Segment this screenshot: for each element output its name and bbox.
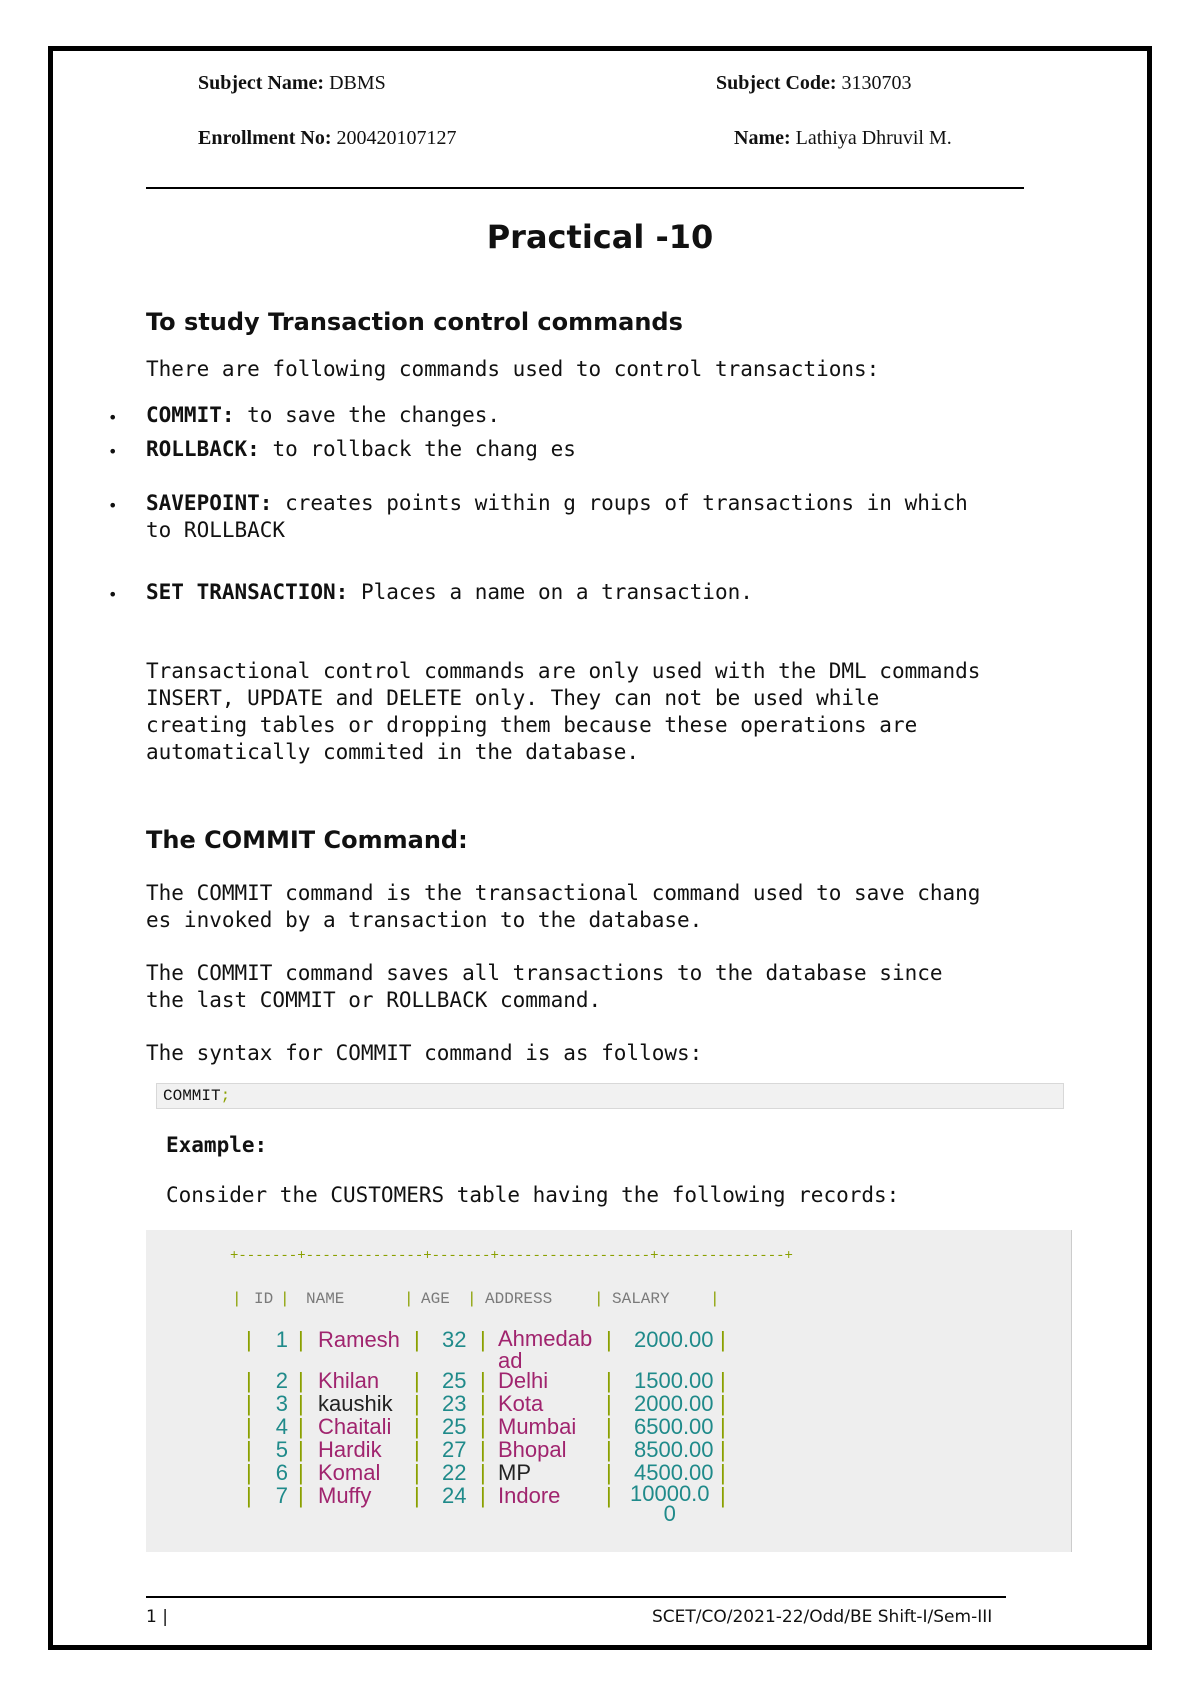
cell-name: Khilan	[318, 1368, 380, 1393]
cell-address: Indore	[498, 1483, 561, 1508]
row-bar: |	[246, 1437, 252, 1462]
row-bar: |	[246, 1414, 252, 1439]
row-bar: |	[606, 1391, 612, 1416]
example-label: Example:	[166, 1133, 268, 1157]
row-bar: |	[246, 1483, 252, 1508]
cell-age: 23	[442, 1391, 467, 1416]
bullet-savepoint: SAVEPOINT: creates points within g roups of transactions in which to ROLLBACK	[146, 491, 968, 542]
cell-id: 5	[275, 1437, 288, 1462]
row-bar: |	[298, 1368, 304, 1393]
cell-salary: 10000.0 0	[630, 1481, 710, 1526]
subject-name: Subject Name: DBMS	[198, 72, 386, 94]
row-bar: |	[720, 1391, 726, 1416]
cell-id: 6	[275, 1460, 288, 1485]
student-name: Name: Lathiya Dhruvil M.	[734, 127, 952, 149]
commit-paragraph-2: The COMMIT command saves all transactions to the database since the last COMMIT or ROLLBACK command.	[146, 961, 943, 1012]
cell-name: Hardik	[318, 1437, 382, 1462]
cell-name: Komal	[318, 1460, 381, 1485]
header-sep: |	[280, 1290, 290, 1308]
row-bar: |	[480, 1437, 486, 1462]
cell-address: Delhi	[498, 1368, 549, 1393]
cell-name: kaushik	[318, 1391, 393, 1416]
row-bar: |	[480, 1327, 486, 1352]
cell-name: Muffy	[318, 1483, 372, 1508]
row-bar: |	[720, 1368, 726, 1393]
cell-name: Chaitali	[318, 1414, 392, 1439]
section-heading-commit: The COMMIT Command:	[146, 826, 468, 854]
header-sep: |	[404, 1290, 414, 1308]
row-bar: |	[414, 1327, 420, 1352]
cell-id: 3	[275, 1391, 288, 1416]
row-bar: |	[606, 1368, 612, 1393]
bullet-set-transaction: SET TRANSACTION: Places a name on a transaction.	[146, 580, 753, 604]
cell-age: 27	[442, 1437, 467, 1462]
cell-salary: 1500.00	[634, 1368, 714, 1393]
row-bar: |	[480, 1483, 486, 1508]
row-bar: |	[480, 1391, 486, 1416]
page-number: 1 |	[146, 1607, 168, 1627]
header-name: NAME	[306, 1290, 345, 1308]
page-title: Practical -10	[486, 218, 714, 256]
row-bar: |	[298, 1437, 304, 1462]
table-border-line: +-------+--------------+-------+------------------+---------------+	[230, 1248, 793, 1264]
cell-age: 32	[442, 1327, 467, 1352]
example-text: Consider the CUSTOMERS table having the following records:	[166, 1183, 900, 1207]
header-sep: |	[710, 1290, 720, 1308]
header-id: ID	[254, 1290, 274, 1308]
cell-name: Ramesh	[318, 1327, 400, 1352]
row-bar: |	[246, 1460, 252, 1485]
cell-salary: 6500.00	[634, 1414, 714, 1439]
row-bar: |	[298, 1391, 304, 1416]
row-bar: |	[246, 1391, 252, 1416]
enrollment-no: Enrollment No: 200420107127	[198, 127, 457, 149]
cell-address: Mumbai	[498, 1414, 577, 1439]
row-bar: |	[606, 1437, 612, 1462]
row-bar: |	[606, 1460, 612, 1485]
cell-salary: 2000.00	[634, 1391, 714, 1416]
row-bar: |	[298, 1327, 304, 1352]
header-address: ADDRESS	[485, 1290, 553, 1308]
cell-salary: 4500.00	[634, 1460, 714, 1485]
cell-age: 25	[442, 1414, 467, 1439]
cell-address: Kota	[498, 1391, 544, 1416]
row-bar: |	[298, 1483, 304, 1508]
row-bar: |	[246, 1368, 252, 1393]
row-bar: |	[606, 1483, 612, 1508]
row-bar: |	[720, 1460, 726, 1485]
bullet-commit: COMMIT: to save the changes.	[146, 403, 501, 427]
cell-age: 24	[442, 1483, 467, 1508]
row-bar: |	[414, 1483, 420, 1508]
row-bar: |	[480, 1368, 486, 1393]
bullet-rollback: ROLLBACK: to rollback the chang es	[146, 437, 576, 461]
row-bar: |	[720, 1414, 726, 1439]
header-salary: SALARY	[612, 1290, 670, 1308]
bullet-icon: •	[108, 585, 118, 604]
row-bar: |	[414, 1437, 420, 1462]
header-sep: |	[594, 1290, 604, 1308]
row-bar: |	[414, 1460, 420, 1485]
cell-address: Bhopal	[498, 1437, 567, 1462]
cell-id: 1	[275, 1327, 288, 1352]
header-rule	[146, 187, 1024, 189]
cell-salary: 8500.00	[634, 1437, 714, 1462]
row-bar: |	[414, 1391, 420, 1416]
row-bar: |	[720, 1437, 726, 1462]
intro-text: There are following commands used to control transactions:	[146, 357, 880, 381]
cell-id: 7	[275, 1483, 288, 1508]
header-sep: |	[467, 1290, 477, 1308]
row-bar: |	[480, 1460, 486, 1485]
course-info: SCET/CO/2021-22/Odd/BE Shift-I/Sem-III	[652, 1607, 993, 1627]
header-age: AGE	[421, 1290, 450, 1308]
cell-salary: 2000.00	[634, 1327, 714, 1352]
table-header-row: |	[232, 1290, 242, 1308]
footer-rule	[146, 1596, 1006, 1598]
row-bar: |	[414, 1414, 420, 1439]
cell-age: 25	[442, 1368, 467, 1393]
subject-code: Subject Code: 3130703	[716, 72, 912, 94]
row-bar: |	[720, 1483, 726, 1508]
row-bar: |	[298, 1414, 304, 1439]
commit-syntax-intro: The syntax for COMMIT command is as follows:	[146, 1041, 703, 1065]
row-bar: |	[298, 1460, 304, 1485]
cell-address: Ahmedab ad	[498, 1326, 593, 1373]
section-heading-transaction-control: To study Transaction control commands	[146, 308, 683, 336]
cell-age: 22	[442, 1460, 467, 1485]
row-bar: |	[480, 1414, 486, 1439]
row-bar: |	[414, 1368, 420, 1393]
row-bar: |	[246, 1327, 252, 1352]
cell-id: 2	[275, 1368, 288, 1393]
cell-address: MP	[498, 1460, 531, 1485]
bullet-icon: •	[108, 408, 118, 427]
row-bar: |	[606, 1327, 612, 1352]
cell-id: 4	[275, 1414, 288, 1439]
transaction-control-paragraph: Transactional control commands are only used with the DML commands INSERT, UPDATE and DELETE only. They can not be used while creating tables or dropping them because these operations are automatically commited in the database.	[146, 659, 981, 764]
row-bar: |	[606, 1414, 612, 1439]
bullet-icon: •	[108, 442, 118, 461]
commit-paragraph-1: The COMMIT command is the transactional command used to save chang es invoked by a transaction to the database.	[146, 881, 981, 932]
code-block-commit: COMMIT;	[156, 1083, 1064, 1109]
bullet-icon: •	[108, 496, 118, 515]
row-bar: |	[720, 1327, 726, 1352]
